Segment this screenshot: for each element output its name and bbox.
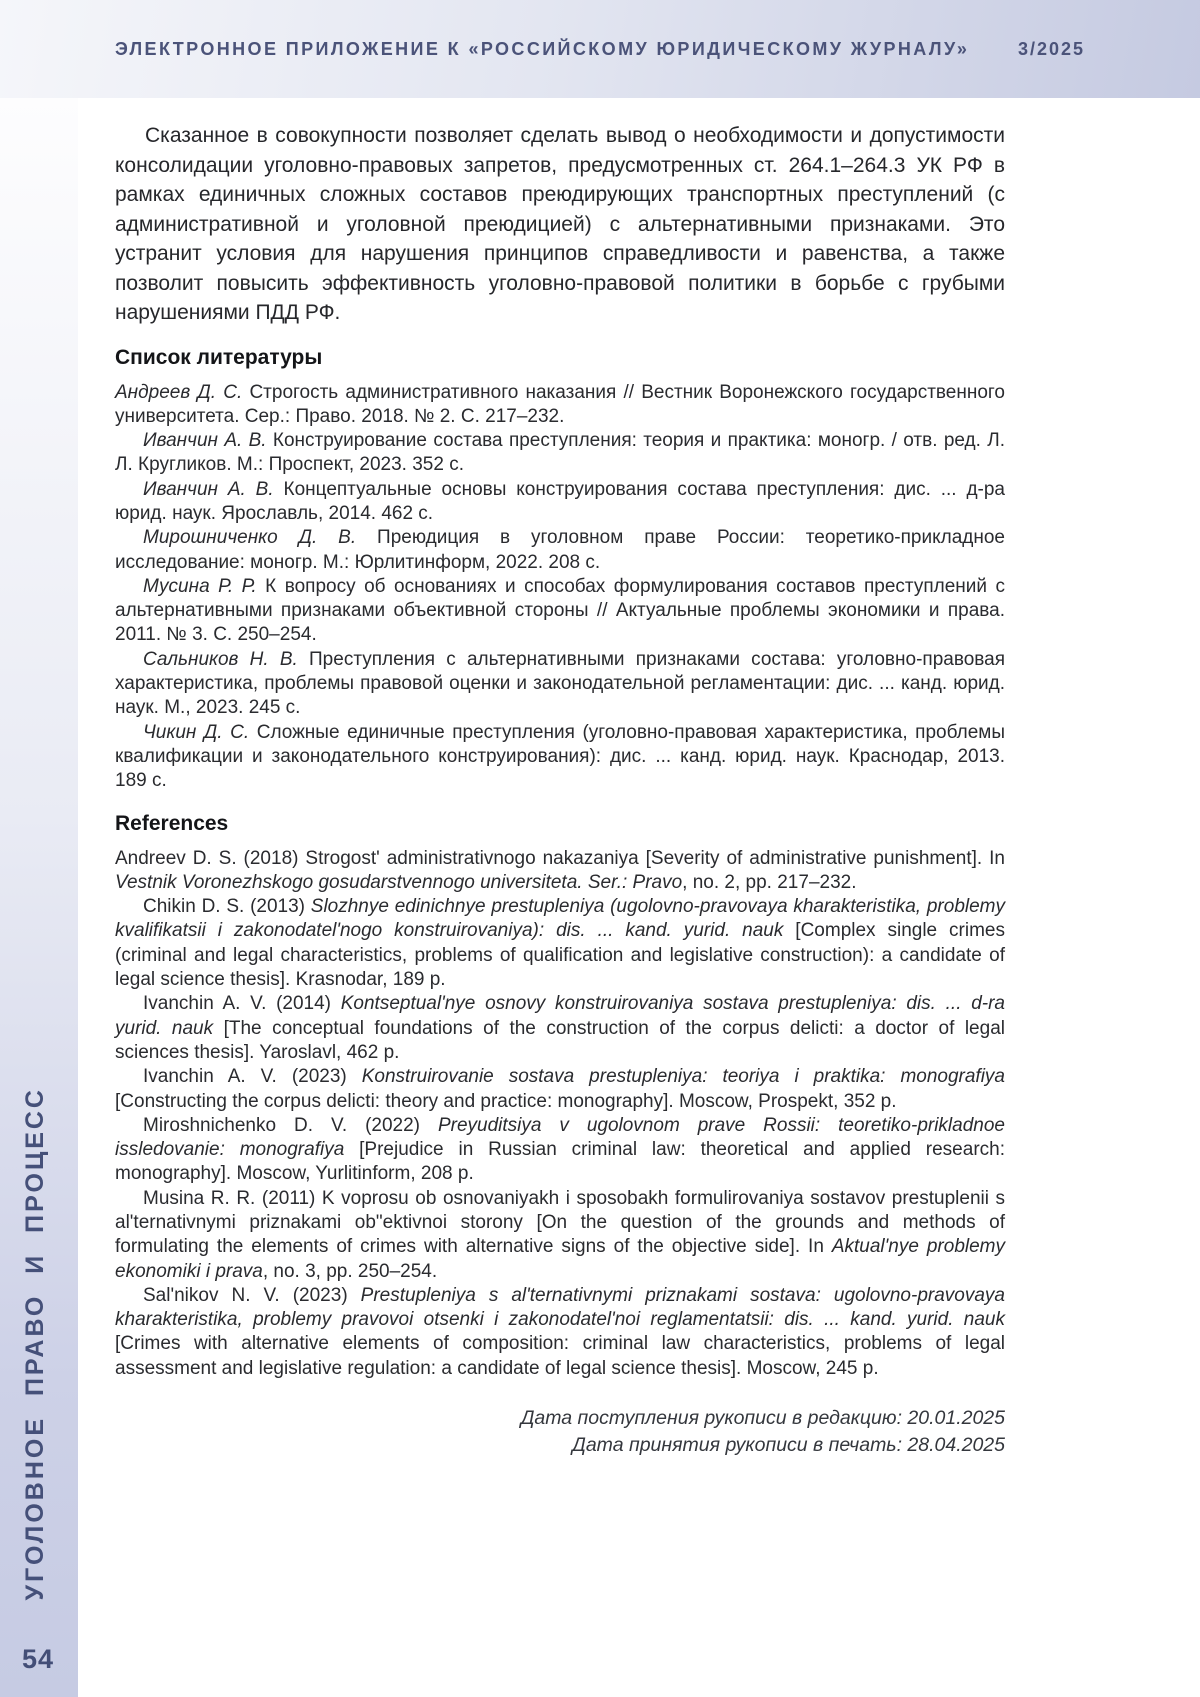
- reference-italic-segment: Сальников Н. В.: [143, 648, 298, 670]
- reference-item: [115, 847, 1005, 896]
- reference-text-segment: Ivanchin A. V. (2023): [143, 1066, 362, 1088]
- reference-item: [115, 895, 1005, 992]
- reference-text-segment: Конструирование состава преступления: теория и практика: моногр. / отв. ред. Л. Л. Кругликов. М.: Проспект, 2023. 352 с.: [115, 430, 1005, 476]
- reference-italic-segment: Aktual'nye problemy ekonomiki i prava: [115, 1236, 1005, 1282]
- closing-paragraph: Сказанное в совокупности позволяет сделать вывод о необходимости и допустимости консолидации уголовно-правовых запретов, предусмотренных ст. 264.1–264.3 УК РФ в рамках единичных сложных составов преюдирующих транспортных преступлений (с административной и уголовной преюдицией) с альтернативными признаками. Это устранит условия для нарушения принципов справедливости и равенства, а также позволит повысить эффективность уголовно-правовой политики в борьбе с грубыми нарушениями ПДД РФ.: [115, 124, 1005, 324]
- reference-italic-segment: Konstruirovanie sostava prestupleniya: teoriya i praktika: monografiya: [361, 1066, 1005, 1088]
- reference-item: [115, 429, 1005, 478]
- reference-item: [115, 381, 1005, 430]
- reference-italic-segment: Мусина Р. Р.: [143, 575, 257, 597]
- reference-text-segment: Miroshnichenko D. V. (2022): [143, 1114, 438, 1136]
- header-band: [0, 0, 1200, 98]
- reference-italic-segment: Vestnik Voronezhskogo gosudarstvennogo universiteta. Ser.: Pravo: [115, 871, 683, 893]
- reference-text-segment: Ivanchin A. V. (2014): [143, 993, 341, 1015]
- issue-number: 3/2025: [1017, 38, 1085, 59]
- reference-item: [115, 1065, 1005, 1114]
- page-number: 54: [22, 1644, 55, 1674]
- reference-text-segment: [Complex single crimes (criminal and legal characteristics, problems of qualification and legislative construction): a candidate of legal science thesis]. Krasnodar, 189 p.: [115, 920, 1005, 991]
- reference-item: [115, 1284, 1005, 1381]
- reference-item: [115, 1114, 1005, 1187]
- reference-item: [115, 648, 1005, 721]
- reference-item: [115, 526, 1005, 575]
- reference-italic-segment: Prestupleniya s al'ternativnymi priznakami sostava: ugolovno-pravovaya kharakteristika, problemy pravovoi otsenki i zakonodatel'noi reglamentatsii: dis. ... kand. yurid. nauk: [115, 1284, 1005, 1331]
- reference-text-segment: Сложные единичные преступления (уголовно-правовая характеристика, проблемы квалификации и законодательного конструирования): дис. ... канд. юрид. наук. Краснодар, 2013. 189 с.: [115, 721, 1006, 792]
- section-label: УГОЛОВНОЕ ПРАВО И ПРОЦЕСС: [21, 1086, 49, 1600]
- date-accepted: Дата принятия рукописи в печать: 28.04.2025: [572, 1434, 1005, 1457]
- reference-text-segment: К вопросу об основаниях и способах формулирования составов преступлений с альтернативными признаками объективной стороны // Актуальные проблемы экономики и права. 2011. № 3. С. 250–254.: [115, 575, 1006, 646]
- reference-text-segment: Преюдиция в уголовном праве России: теоретико-прикладное исследование: моногр. М.: Юрлитинформ, 2022. 208 с.: [115, 527, 1005, 573]
- reference-text-segment: Концептуальные основы конструирования состава преступления: дис. ... д-ра юрид. наук. Ярославль, 2014. 462 с.: [115, 478, 1005, 524]
- journal-title: ЭЛЕКТРОННОЕ ПРИЛОЖЕНИЕ К «РОССИЙСКОМУ ЮРИДИЧЕСКОМУ ЖУРНАЛУ»: [115, 38, 970, 59]
- reference-text-segment: Преступления с альтернативными признаками состава: уголовно-правовая характеристика, проблемы правовой оценки и законодательной регламентации: дис. ... канд. юрид. наук. М., 2023. 245 с.: [115, 648, 1006, 719]
- reference-italic-segment: Preyuditsiya v ugolovnom prave Rossii: teoretiko-prikladnoe issledovanie: monografiya: [115, 1114, 1005, 1161]
- reference-italic-segment: Kontseptual'nye osnovy konstruirovaniya sostava prestupleniya: dis. ... d-ra yurid. nauk: [115, 993, 1005, 1039]
- date-received: Дата поступления рукописи в редакцию: 20.01.2025: [520, 1407, 1005, 1430]
- article-content: [115, 121, 1005, 1459]
- reference-text-segment: [The conceptual foundations of the construction of the corpus delicti: a doctor of legal sciences thesis]. Yaroslavl, 462 p.: [115, 1017, 1005, 1063]
- reference-text-segment: Musina R. R. (2011) K voprosu ob osnovaniyakh i sposobakh formulirovaniya sostavov prestuplenii s al'ternativnymi priznakami ob"ektivnoi storony [On the question of the grounds and methods of formulating the elements of crimes with alternative signs of the objective side]. In: [115, 1187, 1005, 1258]
- reference-text-segment: Строгость административного наказания // Вестник Воронежского государственного университета. Сер.: Право. 2018. № 2. С. 217–232.: [115, 381, 1005, 427]
- manuscript-dates: [115, 1405, 1005, 1459]
- reference-italic-segment: Slozhnye edinichnye prestupleniya (ugolovno-pravovaya kharakteristika, problemy kvalifikatsii i zakonodatel'nogo konstruirovaniya): dis. ... kand. yurid. nauk: [115, 896, 1005, 942]
- references-heading: References: [115, 811, 229, 835]
- reference-italic-segment: Андреев Д. С.: [115, 381, 243, 403]
- reference-text-segment: , no. 3, pp. 250–254.: [262, 1260, 438, 1282]
- sidebar: [0, 98, 78, 1697]
- reference-text-segment: [Constructing the corpus delicti: theory and practice: monography]. Moscow, Prospekt, 352 p.: [115, 1090, 897, 1112]
- bibliography-heading: Список литературы: [115, 345, 323, 369]
- reference-text-segment: [Prejudice in Russian criminal law: theoretical and applied research: monography]. Moscow, Yurlitinform, 208 p.: [115, 1139, 1005, 1185]
- reference-item: [115, 478, 1005, 527]
- reference-italic-segment: Мирошниченко Д. В.: [143, 527, 357, 549]
- reference-item: [115, 992, 1005, 1065]
- reference-text-segment: Sal'nikov N. V. (2023): [143, 1284, 361, 1306]
- reference-italic-segment: Иванчин А. В.: [143, 430, 267, 452]
- reference-italic-segment: Иванчин А. В.: [143, 478, 274, 500]
- reference-italic-segment: Чикин Д. С.: [143, 721, 250, 743]
- reference-item: [115, 575, 1005, 648]
- references-list: [115, 847, 1005, 1382]
- reference-item: [115, 721, 1005, 794]
- reference-text-segment: [Crimes with alternative elements of composition: criminal law characteristics, problems of legal assessment and legislative regulation: a candidate of legal science thesis]. Moscow, 245 p.: [115, 1333, 1005, 1379]
- bibliography-list: [115, 381, 1005, 794]
- reference-item: [115, 1187, 1005, 1284]
- reference-text-segment: , no. 2, pp. 217–232.: [682, 871, 857, 893]
- reference-text-segment: Andreev D. S. (2018) Strogost' administrativnogo nakazaniya [Severity of administrative punishment]. In: [115, 847, 1005, 869]
- reference-text-segment: Chikin D. S. (2013): [143, 896, 311, 918]
